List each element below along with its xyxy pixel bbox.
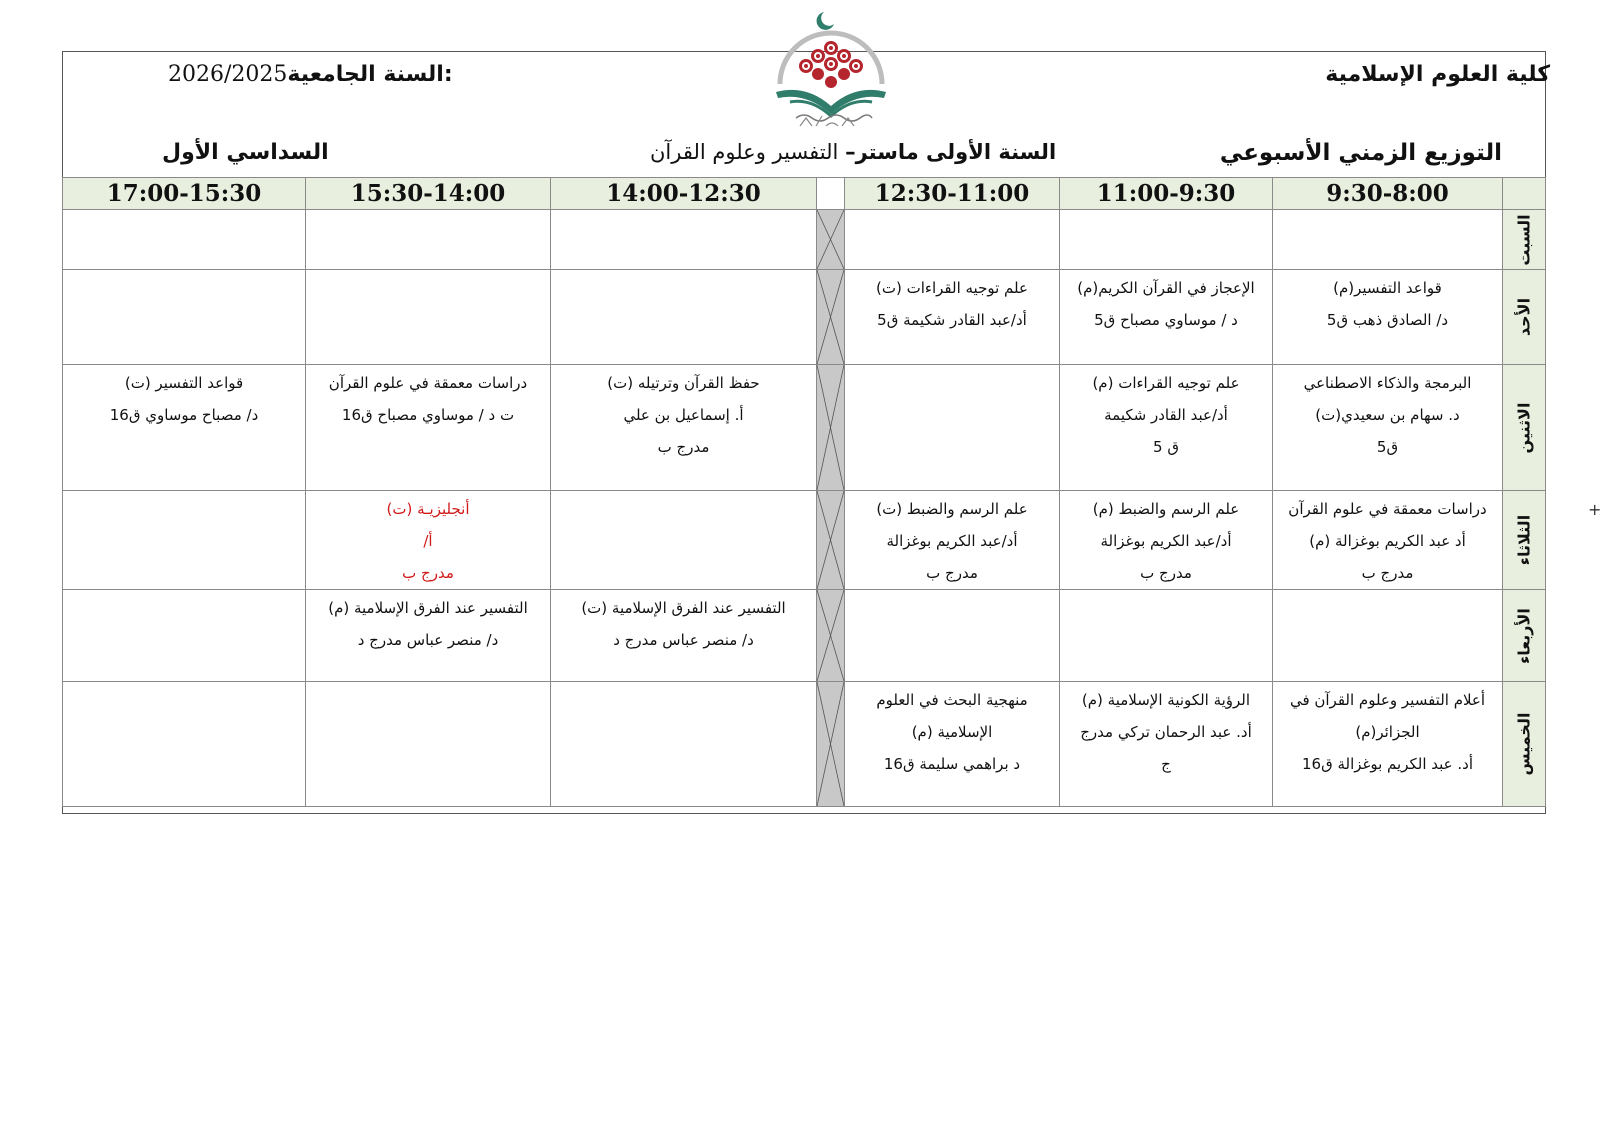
course-title: أعلام التفسير وعلوم القرآن في	[1289, 691, 1486, 709]
schedule-cell	[63, 365, 306, 491]
academic-year-label: السنة الجامعية:	[287, 62, 453, 87]
schedule-cell	[63, 270, 306, 365]
program-specialty: التفسير وعلوم القرآن	[650, 140, 846, 164]
schedule-cell	[551, 491, 817, 590]
break-column	[817, 590, 845, 682]
schedule-cell	[1273, 590, 1503, 682]
course-detail: د. سهام بن سعيدي(ت)	[1315, 406, 1460, 424]
course-detail: ت د / موساوي مصباح ق16	[341, 406, 515, 424]
schedule-cell	[845, 270, 1060, 365]
schedule-cell	[845, 590, 1060, 682]
break-column	[817, 365, 845, 491]
course-detail: أد/عبد القادر شكيمة ق5	[877, 311, 1027, 329]
schedule-cell	[306, 682, 551, 807]
course-title: علم توجيه القراءات (م)	[1092, 374, 1240, 392]
day-label	[1503, 270, 1546, 365]
schedule-cell	[1273, 682, 1503, 807]
semester-label: السداسي الأول	[162, 140, 329, 165]
schedule-title: التوزيع الزمني الأسبوعي	[1219, 140, 1502, 166]
day-name: الاثنين	[1514, 402, 1534, 453]
course-detail: أد. عبد الكريم بوغزالة ق16	[1301, 755, 1474, 773]
day-label	[1503, 590, 1546, 682]
course-detail: أد. عبد الرحمان تركي مدرج	[1080, 723, 1252, 741]
course-detail: ق5	[1376, 438, 1399, 456]
schedule-cell	[1273, 491, 1503, 590]
day-label	[1503, 210, 1546, 270]
course-detail: ج	[1161, 755, 1171, 773]
schedule-cell	[63, 590, 306, 682]
course-detail: الإسلامية (م)	[911, 723, 993, 741]
course-detail: د/ منصر عباس مدرج د	[613, 631, 754, 649]
course-title: حفظ القرآن وترتيله (ت)	[607, 374, 760, 392]
course-title: البرمجة والذكاء الاصطناعي	[1303, 374, 1472, 392]
schedule-cell	[306, 270, 551, 365]
schedule-cell	[845, 682, 1060, 807]
schedule-cell	[845, 210, 1060, 270]
schedule-cell	[1060, 590, 1273, 682]
schedule-cell	[306, 365, 551, 491]
course-detail: د براهمي سليمة ق16	[883, 755, 1021, 773]
schedule-cell	[1060, 270, 1273, 365]
day-row	[63, 210, 1546, 270]
course-title: التفسير عند الفرق الإسلامية (ت)	[581, 599, 786, 617]
course-detail: مدرج ب	[926, 564, 978, 582]
schedule-cell	[1273, 270, 1503, 365]
course-detail: ق 5	[1153, 438, 1179, 456]
day-row	[63, 270, 1546, 365]
course-title: الإعجاز في القرآن الكريم(م)	[1077, 279, 1255, 297]
time-slot-header: 17:00-15:30	[63, 178, 306, 210]
time-slot-header: 15:30-14:00	[306, 178, 551, 210]
time-slot-header: 14:00-12:30	[551, 178, 817, 210]
day-name: الأحد	[1514, 297, 1534, 337]
schedule-cell	[551, 270, 817, 365]
day-name: الثلاثاء	[1514, 514, 1534, 566]
break-column	[817, 210, 845, 270]
time-slot-header: 11:00-9:30	[1060, 178, 1273, 210]
schedule-cell	[551, 682, 817, 807]
time-header-row	[63, 178, 1546, 210]
faculty-name: كلية العلوم الإسلامية	[1325, 62, 1550, 87]
day-row	[63, 491, 1546, 590]
crescent-icon	[817, 12, 834, 30]
day-name: الأربعاء	[1514, 607, 1534, 664]
course-title: التفسير عند الفرق الإسلامية (م)	[328, 599, 528, 617]
time-slot-header: 9:30-8:00	[1273, 178, 1503, 210]
academic-year-value: 2026/2025	[168, 62, 288, 87]
course-detail: أ. إسماعيل بن علي	[623, 406, 744, 424]
schedule-cell	[1060, 210, 1273, 270]
course-title: الرؤية الكونية الإسلامية (م)	[1081, 691, 1251, 709]
schedule-cell	[1060, 491, 1273, 590]
schedule-cell	[63, 491, 306, 590]
course-title: علم توجيه القراءات (ت)	[876, 279, 1028, 297]
course-detail: مدرج ب	[402, 564, 454, 582]
plus-marker-icon: +	[1588, 500, 1601, 519]
program-level: السنة الأولى ماستر–	[845, 140, 1057, 164]
break-header	[817, 178, 845, 210]
course-detail: مدرج ب	[657, 438, 710, 456]
program-title	[650, 140, 1056, 164]
day-label	[1503, 491, 1546, 590]
time-slot-header: 12:30-11:00	[845, 178, 1060, 210]
schedule-cell	[63, 682, 306, 807]
course-detail: أد/عبد الكريم بوغزالة	[886, 532, 1018, 550]
course-detail: الجزائر(م)	[1355, 723, 1420, 741]
day-label	[1503, 365, 1546, 491]
corner-cell	[1503, 178, 1546, 210]
schedule-cell	[551, 365, 817, 491]
course-detail: د/ مصباح موساوي ق16	[109, 406, 259, 424]
schedule-cell	[551, 590, 817, 682]
schedule-cell	[306, 590, 551, 682]
course-detail: أد عبد الكريم بوغزالة (م)	[1309, 532, 1466, 550]
weekly-schedule-table	[62, 177, 1546, 807]
break-column	[817, 682, 845, 807]
schedule-cell	[1273, 365, 1503, 491]
course-detail: د/ الصادق ذهب ق5	[1326, 311, 1449, 329]
course-title: منهجية البحث في العلوم	[876, 691, 1028, 709]
schedule-cell	[1273, 210, 1503, 270]
day-label	[1503, 682, 1546, 807]
course-title: قواعد التفسير (ت)	[124, 374, 244, 392]
course-title: علم الرسم والضبط (م)	[1092, 500, 1240, 518]
schedule-cell	[1060, 682, 1273, 807]
course-title: دراسات معمقة في علوم القرآن	[328, 374, 528, 392]
course-title: دراسات معمقة في علوم القرآن	[1288, 500, 1487, 518]
day-name: السبت	[1514, 213, 1534, 266]
break-column	[817, 491, 845, 590]
schedule-cell	[306, 491, 551, 590]
course-detail: أد/عبد القادر شكيمة	[1104, 406, 1228, 424]
course-detail: د/ منصر عباس مدرج د	[357, 631, 499, 649]
day-row	[63, 590, 1546, 682]
schedule-cell	[306, 210, 551, 270]
faculty-logo	[766, 6, 896, 142]
schedule-cell	[845, 491, 1060, 590]
break-column	[817, 270, 845, 365]
day-name: الخميس	[1514, 712, 1534, 776]
course-detail: أ/	[423, 532, 433, 550]
course-detail: مدرج ب	[1361, 564, 1414, 582]
schedule-cell	[1060, 365, 1273, 491]
schedule-cell	[551, 210, 817, 270]
course-detail: أد/عبد الكريم بوغزالة	[1100, 532, 1232, 550]
course-detail: د / موساوي مصباح ق5	[1094, 311, 1238, 329]
schedule-cell	[845, 365, 1060, 491]
course-title: أنجليزيـة (ت)	[386, 500, 470, 518]
course-title: علم الرسم والضبط (ت)	[876, 500, 1028, 518]
day-row	[63, 682, 1546, 807]
day-row	[63, 365, 1546, 491]
academic-year	[168, 62, 453, 87]
course-title: قواعد التفسير(م)	[1333, 279, 1442, 297]
course-detail: مدرج ب	[1140, 564, 1192, 582]
schedule-cell	[63, 210, 306, 270]
